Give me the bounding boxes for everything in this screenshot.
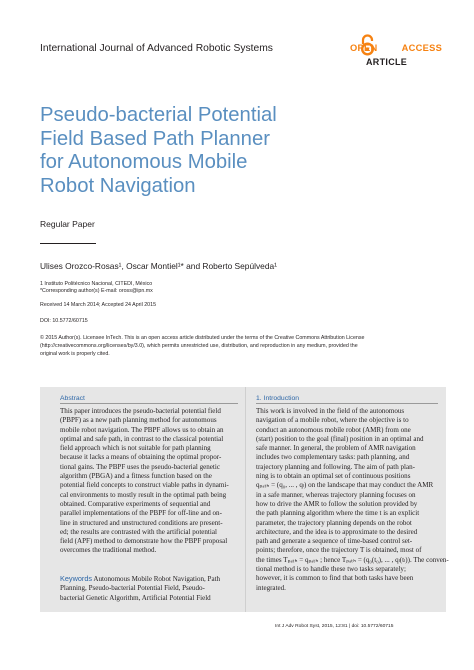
- text-line: conduct an autonomous mobile robot (AMR) from one: [256, 425, 411, 434]
- text-line: cal environments to mostly result in the optimal path being: [60, 490, 227, 499]
- text-line: field (APF) method to demonstrate how the PBPF proposal: [60, 537, 228, 546]
- text-line: tional gains. The PBPF uses the pseudo-bacterial genetic: [60, 462, 220, 471]
- text-line: includes two complementary tasks: path planning, and: [256, 453, 410, 462]
- text-line: how to drive the AMR to follow the solution provided by: [256, 499, 418, 508]
- text-line: architecture, and the idea is to approximate to the desired: [256, 527, 418, 536]
- text-line: parallel implementations of the PBPF for off-line and on-: [60, 509, 222, 518]
- copyright-line: original work is properly cited.: [40, 351, 110, 357]
- doi: DOI: 10.5772/60715: [40, 318, 88, 324]
- author-list: Ulises Orozco-Rosas¹, Oscar Montiel¹* and Roberto Sepúlveda¹: [40, 261, 277, 271]
- open-access-label: [350, 43, 442, 53]
- text-line: qₚₐₜₕ = (q₀, ... , qₗ) on the landscape that may conduct the AMR: [256, 481, 434, 490]
- text-line: This work is involved in the field of the autonomous: [256, 407, 405, 415]
- paper-title: [40, 104, 320, 199]
- text-line: potential field concepts to construct viable paths in dynami-: [60, 481, 229, 490]
- introduction-text: [256, 407, 449, 593]
- text-line: overcomes the traditional method.: [60, 546, 157, 555]
- journal-name: International Journal of Advanced Robotic Systems: [40, 43, 273, 54]
- introduction-heading: 1. Introduction: [256, 395, 300, 402]
- keywords-line: [60, 574, 240, 584]
- affiliation: 1 Instituto Politécnico Nacional, CITEDI, México: [40, 281, 153, 287]
- text-line: algorithm (PBGA) and a fitness function based on the: [60, 472, 212, 481]
- text-line: the path planning algorithm where the time t is an explicit: [256, 509, 420, 518]
- text-line: safe manner. In general, the problem of AMR navigation: [256, 444, 416, 453]
- text-line: parameter, the trajectory planning depends on the robot: [256, 518, 412, 527]
- copyright-line: © 2015 Author(s). Licensee InTech. This is an open access article distributed under the terms of the Creative Commons Attribution License: [40, 335, 365, 341]
- text-line: points; therefore, once the trajectory T is obtained, most of: [256, 546, 422, 555]
- text-line: line in structured and unstructured conditions are present-: [60, 518, 223, 527]
- title-line: Robot Navigation: [40, 175, 196, 198]
- divider: [40, 243, 96, 244]
- text-line: This paper introduces the pseudo-bacterial potential field: [60, 407, 221, 415]
- text-line: mobile robot navigation. The PBPF allows us to obtain an: [60, 425, 224, 434]
- copyright-line: (http://creativecommons.org/licenses/by/3.0), which permits unrestricted use, distribution, and reproduction in any medium, provided the: [40, 343, 358, 349]
- keywords-text: Autonomous Mobile Robot Navigation, Path: [93, 575, 221, 583]
- text-line: however, it is common to find that both tasks have been: [256, 574, 414, 583]
- abstract-heading: Abstract: [60, 395, 85, 402]
- text-line: trajectory planning and following. The aim of path plan-: [256, 462, 415, 471]
- text-line: ed; the results are contrasted with the artificial potential: [60, 527, 217, 536]
- text-line: field approach which is not suitable for path planning: [60, 444, 211, 453]
- open-label: OPEN: [350, 43, 378, 53]
- keywords-text: Planning, Pseudo-bacterial Potential Field, Pseudo-: [60, 584, 205, 593]
- text-line: path and generate a sequence of time-based control set-: [256, 537, 413, 546]
- keywords: [60, 574, 240, 603]
- text-line: navigation of a mobile robot, where the objective is to: [256, 416, 409, 425]
- access-label: ACCESS: [401, 43, 443, 53]
- abstract-text: [60, 407, 240, 556]
- text-line: ning is to obtain an optimal set of continuous positions: [256, 472, 411, 481]
- column-divider: [245, 387, 246, 612]
- keywords-label: Keywords: [60, 574, 93, 583]
- text-line: the times Tₚₐₜₕ = qₚₐₜₕ ; hence Tₚₐₜₕ = (q₀(t₀), ... , qₗ(tₗ)). The conven-: [256, 555, 449, 564]
- title-line: for Autonomous Mobile: [40, 151, 248, 174]
- title-line: Pseudo-bacterial Potential: [40, 104, 277, 126]
- introduction-heading-rule: [256, 403, 438, 404]
- abstract-heading-rule: [60, 403, 238, 404]
- text-line: optimal and safe path, in contrast to the classical potential: [60, 434, 224, 443]
- text-line: in a safe manner, whereas trajectory planning focuses on: [256, 490, 416, 499]
- page-footer: Int J Adv Robot Syst, 2015, 12:81 | doi: 10.5772/60715: [275, 624, 394, 629]
- text-line: integrated.: [256, 583, 286, 592]
- text-line: tional method is to handle these two tasks separately;: [256, 565, 406, 574]
- text-line: (PBPF) as a new path planning method for autonomous: [60, 416, 217, 425]
- corresponding-author: *Corresponding author(s) E-mail: oross@ipn.mx: [40, 288, 153, 294]
- text-line: obtained. Comparative experiments of sequential and: [60, 499, 211, 508]
- text-line: because it lacks a means of obtaining the optimal propor-: [60, 453, 222, 462]
- copyright-notice: [40, 334, 460, 358]
- text-line: (start) position to the goal (final) position in an optimal and: [256, 434, 424, 443]
- keywords-text: bacterial Genetic Algorithm, Artificial Potential Field: [60, 593, 211, 602]
- received-dates: Received 14 March 2014; Accepted 24 April 2015: [40, 302, 157, 308]
- paper-type: Regular Paper: [40, 219, 95, 229]
- article-label: ARTICLE: [366, 57, 408, 67]
- title-line: Field Based Path Planner: [40, 127, 270, 150]
